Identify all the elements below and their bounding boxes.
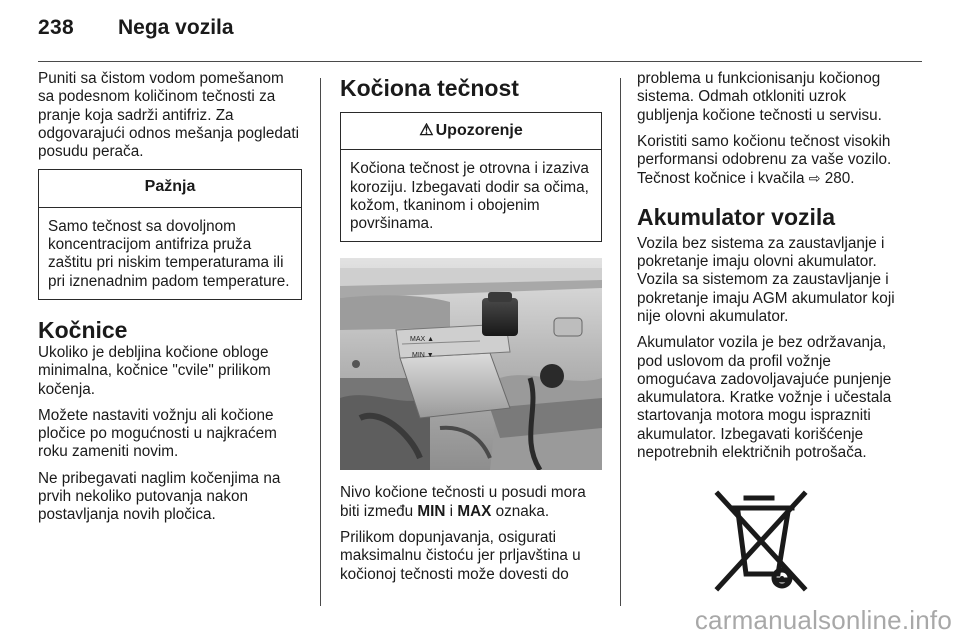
notice-body: Samo tečnost sa dovoljnom koncentracijom antifriza pruža zaštitu pri niskim temperaturama ili pri iznenadnim padom temperature. [48, 217, 290, 290]
brake-fluid-reservoir-photo [340, 258, 602, 470]
header-rule [38, 61, 922, 62]
page-number: 238 [38, 16, 74, 39]
brakes-paragraph-3: Ne pribegavati naglim kočenjima na prvih nekoliko putovanja nakon postavljanja novih pločica. [38, 469, 281, 524]
notice-title: Pažnja [39, 170, 301, 207]
topping-up-paragraph: Prilikom dopunjavanja, osigurati maksimalnu čistoću jer prljavština u kočionoj tečnosti može dovesti do [340, 529, 581, 583]
column-divider-1 [320, 78, 321, 606]
brakes-paragraph-2: Možete nastaviti vožnju ali kočione pločice po mogućnosti u najkraćem roku zameniti novim. [38, 406, 277, 461]
page-header [38, 16, 922, 48]
notice-box [38, 169, 302, 299]
column-1 [38, 70, 302, 533]
approved-fluid-text: Koristiti samo kočionu tečnost visokih performansi odobrenu za vaše vozilo. Tečnost kočnice i kvačila [637, 132, 892, 188]
page-title: Nega vozila [118, 16, 234, 39]
page-reference[interactable]: 280. [824, 170, 855, 188]
warning-title: Upozorenje [435, 122, 523, 139]
min-mark-label: MIN ▼ [412, 352, 434, 360]
min-term: MIN [417, 502, 446, 520]
battery-paragraph-1: Vozila bez sistema za zaustavljanje i pokretanje imaju olovni akumulator. Vozila sa sistemom za zaustavljanje i pokretanje imaju AGM akumulator koji nije olovni akumulator. [637, 234, 895, 325]
fluid-level-suffix: oznaka. [491, 502, 550, 520]
battery-heading: Akumulator vozila [637, 203, 836, 230]
battery-paragraph-2: Akumulator vozila je bez održavanja, pod uslovom da profil vožnje omogućava zadovoljavajuće punjenje akumulatora. Kratke vožnje i učestala startovanja motora mogu isprazniti akumulator. Izbegavati korišćenje nepotrebnih električnih potrošača. [637, 334, 892, 462]
fluid-level-text: Nivo kočione tečnosti u posudi mora biti između [340, 484, 586, 520]
brakes-paragraph-1: Ukoliko je debljina kočione obloge minimalna, kočnice "cvile" prilikom kočenja. [38, 343, 271, 398]
fluid-level-paragraph [340, 484, 602, 521]
warning-box [340, 112, 602, 242]
approved-fluid-paragraph [637, 133, 903, 189]
max-mark-label: MAX ▲ [410, 336, 435, 344]
column-2 [340, 70, 602, 592]
continuation-paragraph: problema u funkcionisanju kočionog sistema. Odmah otkloniti uzrok gubljenja kočione tečnosti u servisu. [637, 70, 882, 124]
arrow-ref-icon: ⇨ [808, 170, 821, 187]
warning-triangle-icon: ⚠ [419, 122, 434, 139]
washer-fluid-paragraph: Puniti sa čistom vodom pomešanom sa podesnom količinom tečnosti za pranje koja sadrži antifriz. Za odgovarajući odnos mešanja pogledati posudu perača. [38, 70, 300, 161]
max-term: MAX [457, 502, 492, 520]
column-divider-2 [620, 78, 621, 606]
crossed-out-wheelie-bin-icon [708, 484, 818, 596]
brakes-heading: Kočnice [38, 316, 128, 343]
engine-bay-illustration [340, 258, 602, 470]
site-watermark: carmanualsonline.info [694, 605, 952, 635]
warning-header [341, 113, 601, 150]
brake-fluid-heading: Kočiona tečnost [340, 75, 519, 101]
column-3 [637, 70, 903, 470]
fluid-level-and: i [445, 502, 458, 520]
warning-body: Kočiona tečnost je otrovna i izaziva koroziju. Izbegavati dodir sa očima, kožom, tkaninom i obojenim površinama. [350, 160, 589, 233]
